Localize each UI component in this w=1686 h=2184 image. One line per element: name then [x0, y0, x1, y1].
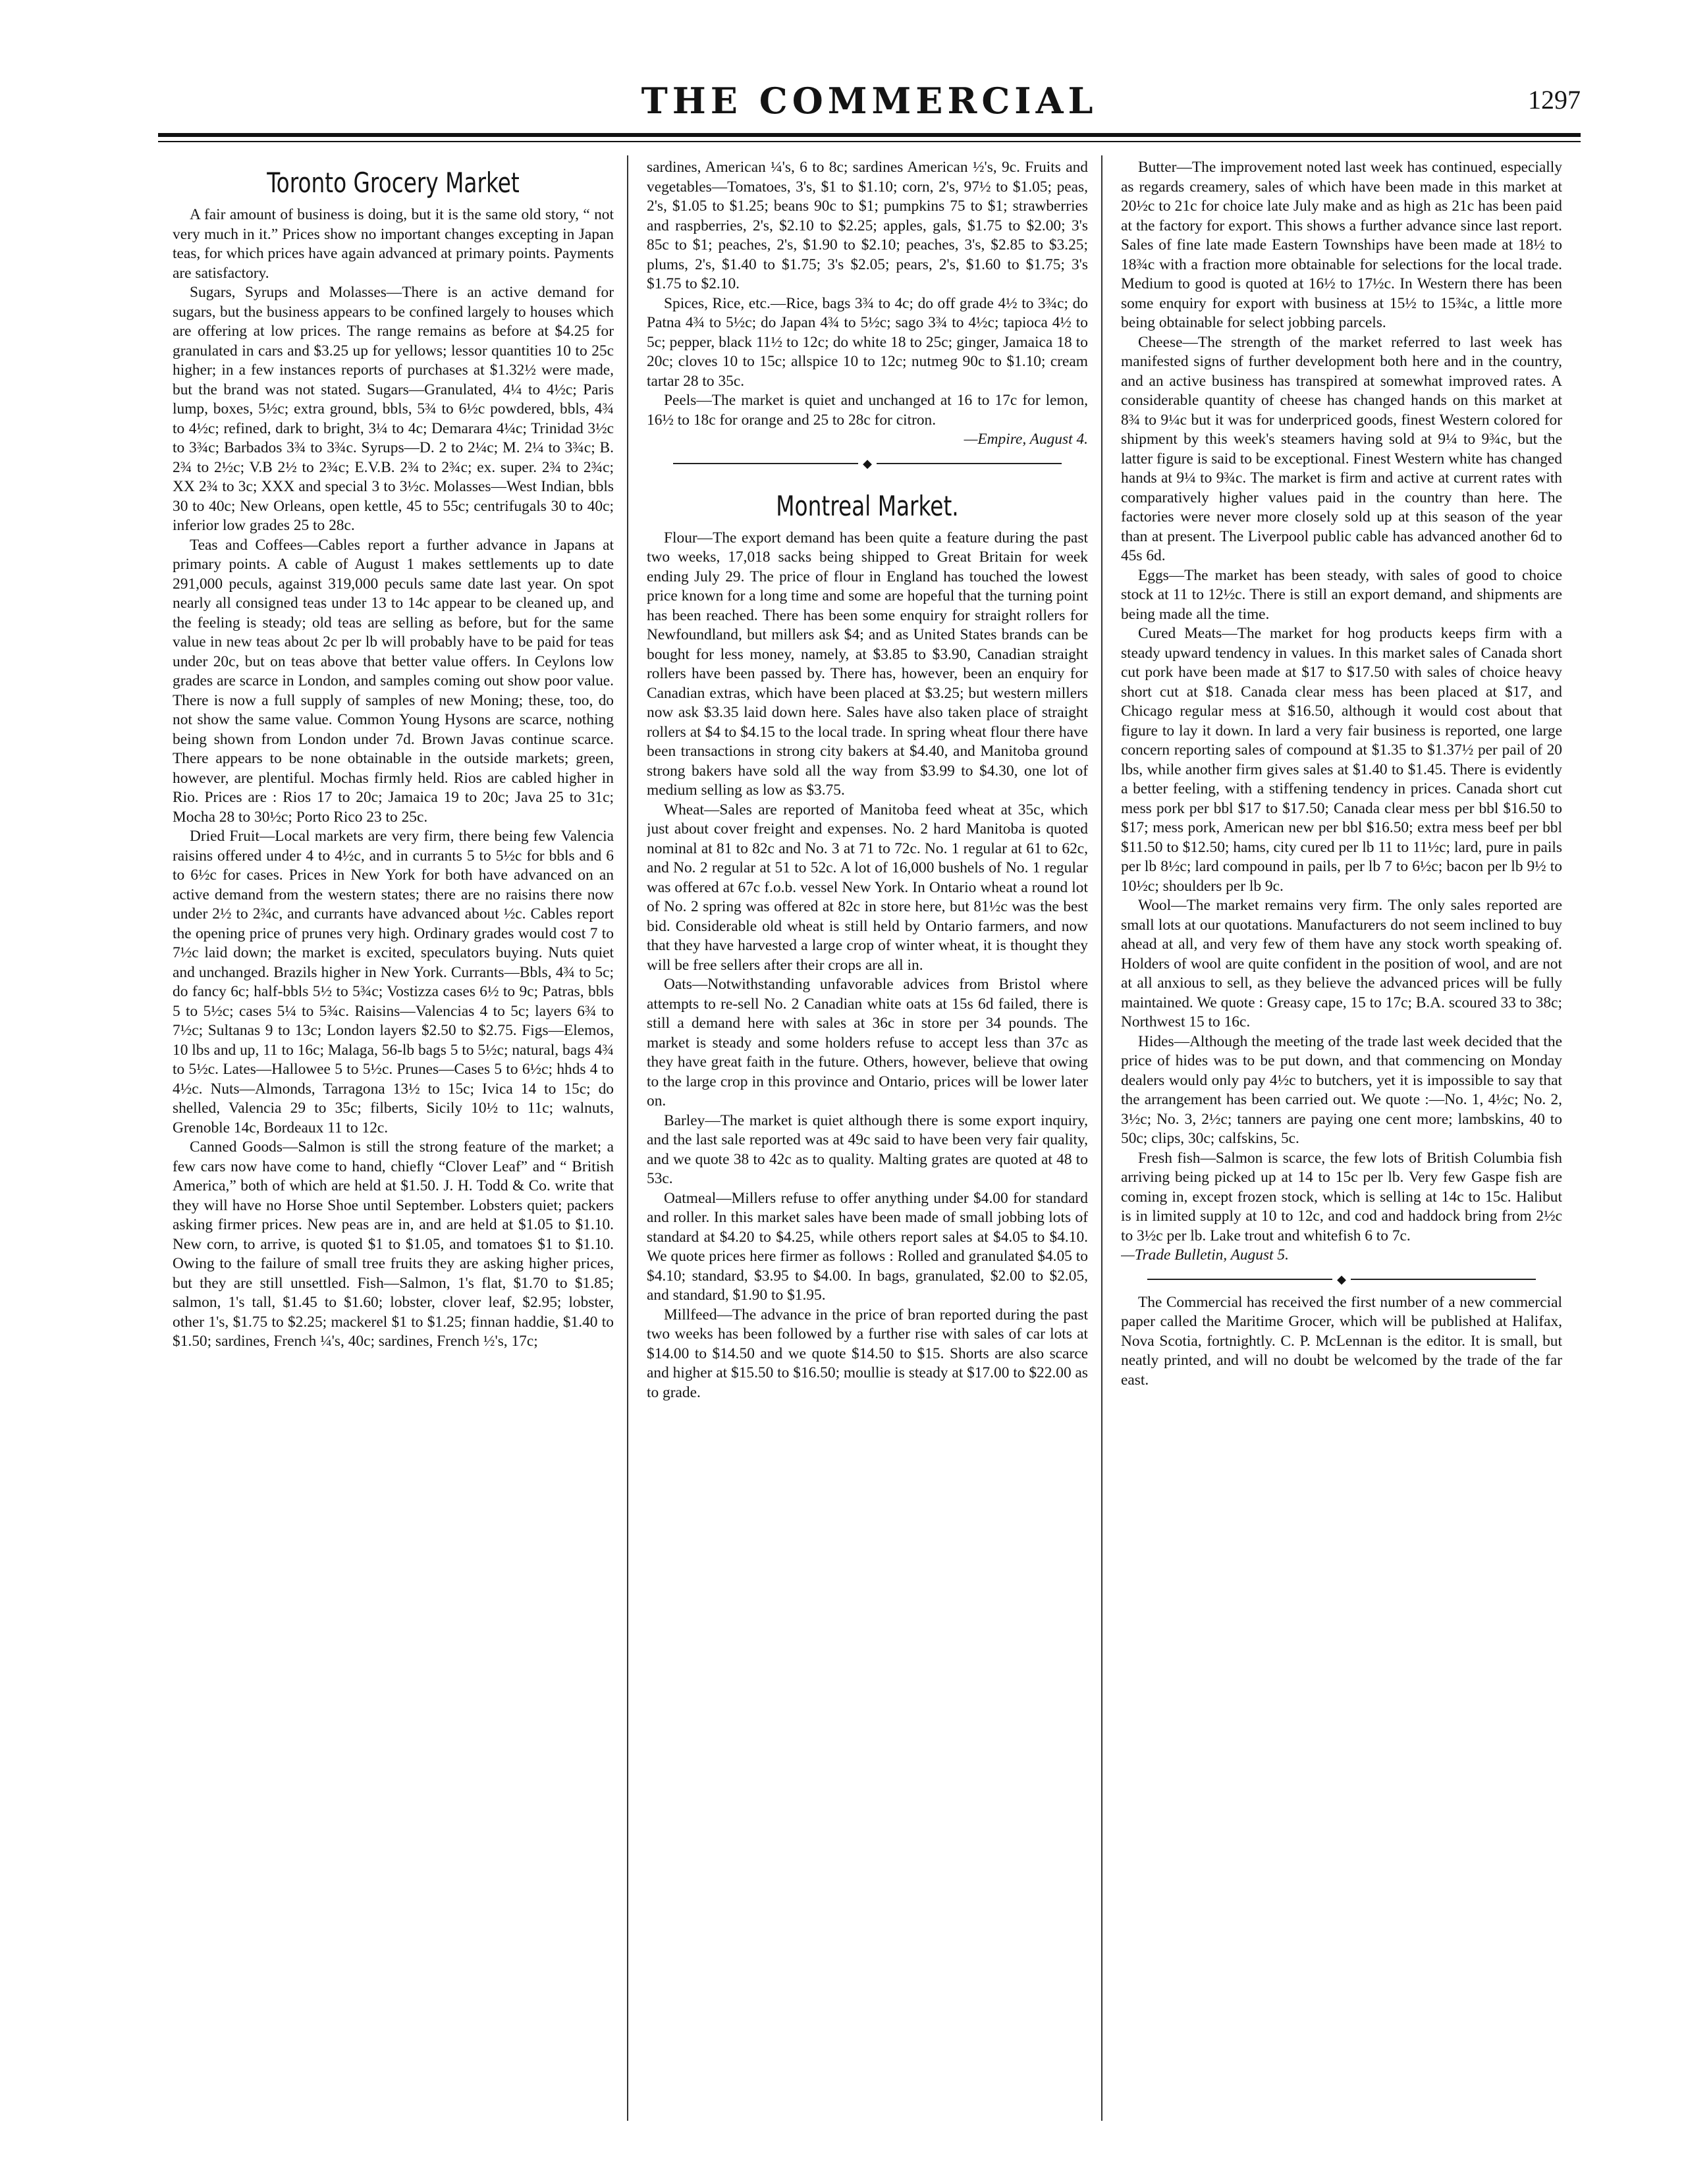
- notice-paragraph: The Commercial has received the first number of a new commercial paper called the Maritime Grocer, which will be published at Halifax, Nova Scotia, fortnightly. C. P. McLennan is the editor. It is small, but neatly printed, and will no doubt be welcomed by the trade of the far east.: [1121, 1293, 1562, 1389]
- article-paragraph: Oatmeal—Millers refuse to offer anything under $4.00 for standard and roller. In this market sales have been made of small jobbing lots of standard at $4.20 to $4.25, while others report sales at $4.05 to $4.10. We quote prices here firmer as follows : Rolled and granulated $4.05 to $4.10; standard, $3.95 to $4.00. In bags, granulated, $2.00 to $2.05, and standard, $1.90 to $1.95.: [647, 1189, 1088, 1304]
- column-3: [1121, 158, 1562, 2127]
- article-paragraph: sardines, American ¼'s, 6 to 8c; sardines American ½'s, 9c. Fruits and vegetables—Tomatoes, 3's, $1 to $1.10; corn, 2's, 97½ to $1.05; peas, 2's, $1.05 to $1.25; beans 90c to $1; pumpkins 75 to $1; strawberries and raspberries, 2's, $2.10 to $2.25; apples, gals, $1.75 to $2.00; 3's 85c to $1; peaches, 2's, $1.90 to $2.10; peaches, 3's, $2.85 to $3.25; plums, 2's, $1.40 to $1.75; 3's $2.05; pears, 2's, $1.60 to $1.75; 3's $1.75 to $2.10.: [647, 159, 1088, 292]
- article-paragraph: Cured Meats—The market for hog products keeps firm with a steady upward tendency in values. In this market sales of Canada short cut pork have been made at $17 to $17.50 with sales of choice heavy short cut at $18. Canada clear mess has been placed at $17, and Chicago regular mess at $16.50, although it would cost about that figure to lay it down. In lard a very fair business is reported, one large concern reporting sales of compound at $1.35 to $1.37½ per pail of 20 lbs, while another firm gives sales at $1.40 to $1.45. There is evidently a better feeling, with a stiffening tendency in prices. Canada short cut mess pork per bbl $17 to $17.50; Canada clear mess per bbl $16.50 to $17; mess pork, American new per bbl $16.50; extra mess beef per bbl $11.50 to $12.50; hams, city cured per lb 11 to 11½c; lard, pure in pails per lb 8½c; lard compound in pails, per lb 7 to 6½c; bacon per lb 9½ to 10½c; shoulders per lb 9c.: [1121, 625, 1562, 895]
- article-paragraph: Fresh fish—Salmon is scarce, the few lots of British Columbia fish arriving being picked up at 14 to 15c per lb. Very few Gaspe fish are coming in, except frozen stock, which is selling at 14c to 15c. Halibut is in limited supply at 10 to 12c, and cod and haddock bring from 2½c to 3½c per lb. Lake trout and whitefish 6 to 7c.: [1121, 1149, 1562, 1244]
- header-rule-thin: [158, 141, 1581, 142]
- column-divider-1: [627, 155, 628, 2121]
- article-paragraph: Wool—The market remains very firm. The only sales reported are small lots at our quotations. Manufacturers do not seem inclined to buy ahead at all, and very few of them have any stock worth speaking of. Holders of wool are quite confident in the position of wool, and are not at all anxious to sell, as they believe the advanced prices will be fully maintained. We quote : Greasy cape, 15 to 17c; B.A. scoured 33 to 38c; Northwest 15 to 16c.: [1121, 897, 1562, 1030]
- section-divider: [1147, 1269, 1536, 1289]
- section-divider: [673, 454, 1062, 473]
- article-paragraph: Cheese—The strength of the market referred to last week has manifested signs of further development both here and in the country, and an active business has transpired at somewhat improved rates. A considerable quantity of cheese has changed hands on this market at 8¾ to 9¼c but it was for underpriced goods, finest Western colored for shipment by this week's steamers having sold at 9¼ to 9¾c, but the latter figure is said to be exceptional. Finest Western white has changed hands at 9¼ to 9¾c. The market is firm and active at current rates with comparatively higher values paid in the country than here. The factories were never more closely sold up at this season of the year than at present. The Liverpool public cable has advanced another 6d to 45s 6d.: [1121, 333, 1562, 564]
- page-number: 1297: [1528, 85, 1581, 115]
- section-heading-toronto: Toronto Grocery Market: [267, 167, 520, 199]
- newspaper-title: THE COMMERCIAL: [641, 80, 1098, 122]
- header-rule-thick: [158, 133, 1581, 137]
- article-paragraph: Wheat—Sales are reported of Manitoba feed wheat at 35c, which just about cover freight and expenses. No. 2 hard Manitoba is quoted nominal at 81 to 82c and No. 3 at 71 to 72c. No. 1 regular at 61 to 62c, and No. 2 regular at 51 to 52c. A lot of 16,000 bushels of No. 1 regular was offered at 67c f.o.b. vessel New York. In Ontario wheat a round lot of No. 2 spring was offered at 82c in store here, but 81½c was the best bid. Considerable old wheat is still held by Ontario farmers, and now that they have harvested a large crop of winter wheat, it is thought they will be free sellers after their crops are all in.: [647, 801, 1088, 974]
- article-paragraph: Millfeed—The advance in the price of bran reported during the past two weeks has been followed by a further rise with sales of car lots at $14.00 to $14.50 and we quote $14.50 to $15. Shorts are also scarce and higher at $15.50 to $16.50; moullie is steady at $17.00 to $22.00 as to grade.: [647, 1306, 1088, 1401]
- article-paragraph: Peels—The market is quiet and unchanged at 16 to 17c for lemon, 16½ to 18c for orange and 25 to 28c for citron.: [647, 392, 1088, 429]
- article-paragraph: Flour—The export demand has been quite a feature during the past two weeks, 17,018 sacks being shipped to Great Britain for week ending July 29. The price of flour in England has touched the lowest price known for a long time and some are hopeful that the turning point has been reached. There has been some enquiry for straight rollers for Newfoundland, but millers ask $4; and as United States brands can be bought for less money, namely, at $3.85 to $3.90, Canadian straight rollers have been passed by. There has, however, been an enquiry for Canadian extras, which have been placed at $3.25; but western millers now ask $3.35 laid down here. Sales have also taken place of straight rollers at $4 to $4.15 to the local trade. In spring wheat flour there have been transactions in strong city bakers at $4.40, and Manitoba ground strong bakers have sold all the way from $3.99 to $4.30, one lot of medium selling as low as $3.75.: [647, 529, 1088, 799]
- article-paragraph: Oats—Notwithstanding unfavorable advices from Bristol where attempts to re-sell No. 2 Canadian white oats at 15s 6d failed, there is still a demand here with sales at 36c in store per 34 pounds. The market is steady and some holders refuse to accept less than 37c as they have great faith in the future. Others, however, believe that owing to the large crop in this province and Ontario, prices will be lower later on.: [647, 976, 1088, 1109]
- source-signature: —Trade Bulletin, August 5.: [1121, 1246, 1289, 1264]
- divider-ornament-icon: ◆: [858, 457, 877, 470]
- article-paragraph: Teas and Coffees—Cables report a further advance in Japans at primary points. A cable of August 1 makes settlements up to date 291,000 peculs, against 319,000 peculs same date last year. On spot nearly all consigned teas under 13 to 14c appear to be cleaned up, and the feeling is steady; old teas are selling as before, but for the same value in new teas about 2c per lb will probably have to be paid for teas under 20c, but on teas above that better value offers. In Ceylons low grades are scarce in London, and samples coming out show poor value. There is now a full supply of samples of new Moning; these, too, do not show the same value. Common Young Hysons are scarce, nothing being shown from London under 7d. Brown Javas continue scarce. There appears to be none obtainable in the outside markets; green, however, are plentiful. Mochas firmly held. Rios are cabled higher in Rio. Prices are : Rios 17 to 20c; Jamaica 19 to 20c; Java 25 to 31c; Mocha 28 to 30½c; Porto Rico 23 to 25c.: [173, 536, 614, 826]
- article-paragraph: Eggs—The market has been steady, with sales of good to choice stock at 11 to 12½c. There is still an export demand, and shipments are being made all the time.: [1121, 566, 1562, 623]
- article-paragraph: Spices, Rice, etc.—Rice, bags 3¾ to 4c; do off grade 4½ to 3¾c; do Patna 4¾ to 5½c; do Japan 4¾ to 5½c; sago 3¾ to 4½c; tapioca 4½ to 5c; pepper, black 11½ to 12c; do white 18 to 25c; ginger, Jamaica 18 to 20c; cloves 10 to 15c; allspice 10 to 12c; nutmeg 90c to $1.10; cream tartar 28 to 35c.: [647, 294, 1088, 390]
- article-paragraph: Sugars, Syrups and Molasses—There is an active demand for sugars, but the business appears to be confined largely to houses which are offering at low prices. The range remains as before at $4.25 for granulated in cars and $3.25 up for yellows; lessor quantities 10 to 25c higher; in a few instances reports of purchases at $1.32½ were made, but the brand was not stated. Sugars—Granulated, 4¼ to 4½c; Paris lump, boxes, 5½c; extra ground, bbls, 5¾ to 6½c powdered, bbls, 4¾ to 4½c; refined, dark to bright, 3¼ to 4c; Demarara 4¼c; Trinidad 3½c to 3¾c; Barbados 3¾ to 3¾c. Syrups—D. 2 to 2¼c; M. 2¼ to 3¾c; B. 2¾ to 2½c; V.B 2½ to 2¾c; E.V.B. 2¾ to 2¾c; ex. super. 2¾ to 2¾c; XX 2¾ to 3c; XXX and special 3 to 3½c. Molasses—West Indian, bbls 30 to 40c; New Orleans, open kettle, 45 to 55c; centrifugals 30 to 40c; inferior low grades 25 to 28c.: [173, 284, 614, 534]
- divider-ornament-icon: ◆: [1332, 1273, 1351, 1286]
- column-1: [173, 158, 614, 2127]
- article-paragraph: Barley—The market is quiet although there is some export inquiry, and the last sale reported was at 49c said to have been very fair quality, and we quote 38 to 42c as to quality. Malting grates are quoted at 48 to 53c.: [647, 1111, 1088, 1187]
- article-paragraph: A fair amount of business is doing, but it is the same old story, “ not very much in it.” Prices show no important changes excepting in Japan teas, for which prices have again advanced at primary points. Payments are satisfactory.: [173, 206, 614, 282]
- article-paragraph: Hides—Although the meeting of the trade last week decided that the price of hides was to be put down, and that commencing on Monday dealers would only pay 4½c to butchers, yet it is impossible to say that the arrangement has been carried out. We quote :—No. 1, 4½c; No. 2, 3½c; No. 3, 2½c; tanners are paying one cent more; lambskins, 40 to 50c; clips, 30c; calfskins, 5c.: [1121, 1032, 1562, 1147]
- article-paragraph: Dried Fruit—Local markets are very firm, there being few Valencia raisins offered under 4 to 4½c, and in currants 5 to 5½c for bbls and 6 to 6½c for cases. Prices in New York for both have advanced on an active demand from the western states; there are no raisins there now under 2½ to 2¾c, and currants have advanced about ½c. Cables report the opening price of prunes very high. Ordinary grades would cost 7 to 7½c laid down; the market is excited, speculators buying. Nuts quiet and unchanged. Brazils higher in New York. Currants—Bbls, 4¾ to 5c; do fancy 6c; half-bbls 5½ to 5¾c; Vostizza cases 6½ to 9c; Patras, bbls 5 to 5½c; cases 5¼ to 5¾c. Raisins—Valencias 4 to 5c; layers 6¾ to 7½c; Sultanas 9 to 13c; London layers $2.50 to $2.75. Figs—Elemos, 10 lbs and up, 11 to 16c; Malaga, 56-lb bags 5 to 5½c; natural, bags 4¾ to 5½c. Lates—Hallowee 5 to 5½c. Prunes—Cases 5 to 6½c; hhds 4 to 4½c. Nuts—Almonds, Tarragona 13½ to 15c; Ivica 14 to 15c; do shelled, Valencia 29 to 35c; filberts, Sicily 10½ to 11c; walnuts, Grenoble 14c, Bordeaux 11 to 12c.: [173, 828, 614, 1136]
- masthead: [158, 78, 1581, 125]
- column-2: [647, 158, 1088, 2127]
- source-signature: —Empire, August 4.: [964, 431, 1088, 448]
- section-heading-montreal: Montreal Market.: [776, 489, 959, 522]
- article-paragraph: Canned Goods—Salmon is still the strong feature of the market; a few cars now have come to hand, chiefly “Clover Leaf” and “ British America,” both of which are held at $1.50. J. H. Todd & Co. write that they will have no Horse Shoe until September. Lobsters quiet; packers asking firmer prices. New peas are in, and are held at $1.05 to $1.10. New corn, to arrive, is quoted $1 to $1.05, and tomatoes $1 to $1.10. Owing to the failure of small tree fruits they are asking higher prices, but they are still unsettled. Fish—Salmon, 1's flat, $1.70 to $1.85; salmon, 1's tall, $1.45 to $1.60; lobster, clover leaf, $2.95; lobster, other 1's, $1.75 to $2.25; mackerel $1 to $1.25; finnan haddie, $1.40 to $1.50; sardines, French ¼'s, 40c; sardines, French ½'s, 17c;: [173, 1138, 614, 1350]
- article-paragraph: Butter—The improvement noted last week has continued, especially as regards creamery, sales of which have been made in this market at 20½c to 21c for choice late July make and as high as 21c has been paid at the factory for export. This shows a further advance since last report. Sales of fine late made Eastern Townships have been made at 18½ to 18¾c with a fraction more obtainable for selections for the local trade. Medium to good is quoted at 16½ to 17½c. In Western there has been some enquiry for export with business at 15½ to 15¾c, a little more being obtainable for select jobbing parcels.: [1121, 159, 1562, 331]
- column-divider-2: [1101, 155, 1102, 2121]
